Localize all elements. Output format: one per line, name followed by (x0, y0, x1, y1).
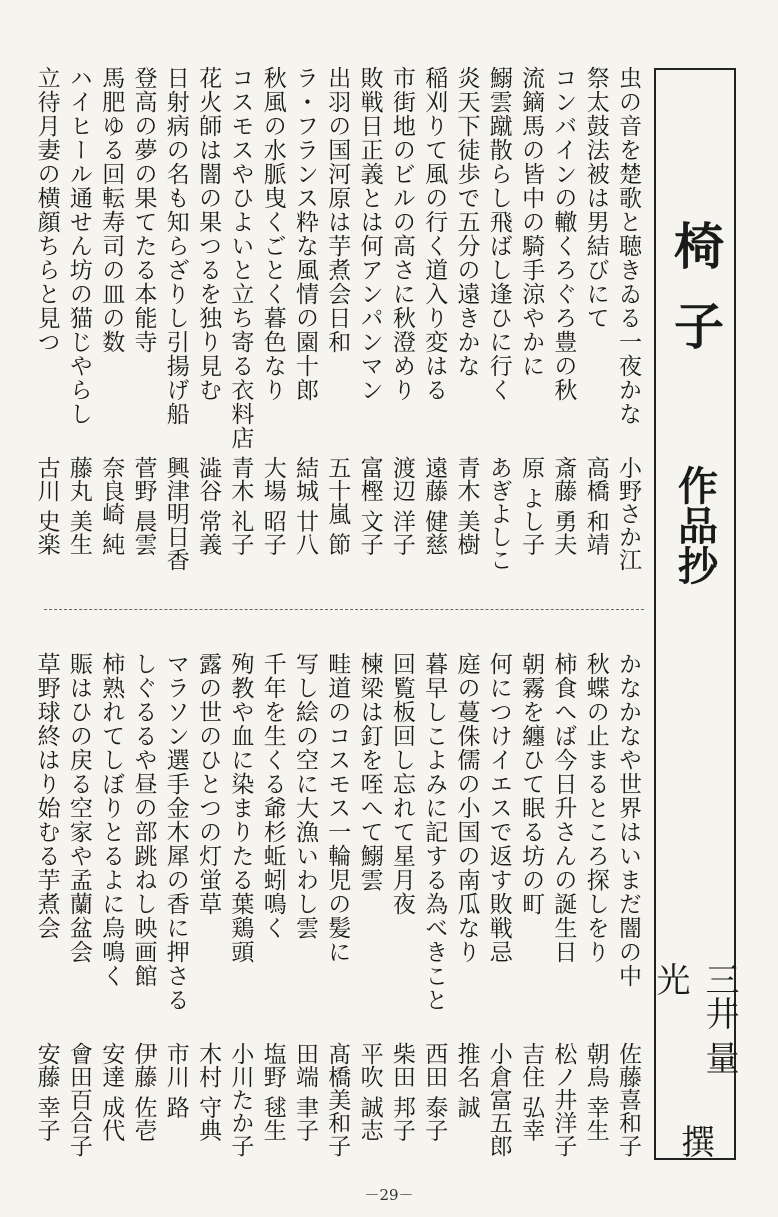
haiku-author: 平吹 誠志 (356, 1042, 383, 1142)
haiku-column (93, 66, 129, 586)
haiku-author: 田端 聿子 (292, 1042, 318, 1142)
haiku-section-bottom (33, 652, 646, 1172)
haiku-text: 日射病の名も知らざりし引揚げ船 (162, 66, 189, 426)
haiku-author: 小川たか子 (227, 1042, 254, 1157)
haiku-text: 草野球終はり始むる芋煮会 (33, 652, 60, 940)
haiku-author: 高橋 和靖 (582, 456, 609, 556)
haiku-author: 青木 礼子 (227, 456, 254, 556)
haiku-text: 稲刈りて風の行く道入り変はる (421, 66, 448, 402)
haiku-text: ラ・フランス粋な風情の園十郎 (292, 66, 318, 402)
haiku-column (319, 652, 355, 1172)
haiku-author: 朝鳥 幸生 (582, 1042, 609, 1142)
haiku-column (222, 66, 258, 586)
haiku-text: 秋風の水脈曳くごとく暮色なり (259, 66, 286, 402)
haiku-author: 渡辺 洋子 (388, 456, 415, 556)
haiku-column (545, 652, 581, 1172)
haiku-text: 畦道のコスモス一輪児の髪に (324, 652, 351, 964)
haiku-author: 松ノ井洋子 (550, 1042, 577, 1157)
haiku-column (158, 66, 194, 586)
haiku-column (287, 652, 323, 1172)
haiku-text: 立待月妻の横顔ちらと見つ (33, 66, 60, 354)
haiku-column (255, 652, 291, 1172)
haiku-text: 花火師は闇の果つるを独り見む (195, 66, 222, 402)
haiku-column (61, 652, 97, 1172)
haiku-author: 會田百合子 (65, 1042, 92, 1157)
haiku-text: 千年を生くる爺杉蚯蚓鳴く (259, 652, 286, 940)
title-panel (650, 68, 739, 1160)
haiku-author: 塩野 毬生 (259, 1042, 286, 1142)
haiku-author: 藤丸 美生 (65, 456, 92, 556)
haiku-author: 澁谷 常義 (195, 456, 222, 556)
haiku-column (449, 652, 485, 1172)
haiku-author: 柴田 邦子 (388, 1042, 415, 1142)
haiku-column (190, 66, 226, 586)
haiku-column (352, 652, 388, 1172)
haiku-author: 青木 美樹 (453, 456, 480, 556)
haiku-text: 登高の夢の果てたる本能寺 (130, 66, 157, 354)
haiku-author: 推名 誠 (453, 1042, 480, 1119)
haiku-text: 祭太鼓法被は男結びにて (582, 66, 609, 330)
haiku-text: 暮早しこよみに記する為べきこと (421, 652, 448, 1012)
haiku-text: しぐるるや昼の部跳ねし映画館 (130, 652, 157, 988)
haiku-column (481, 66, 517, 586)
haiku-author: 斎藤 勇夫 (550, 456, 577, 556)
haiku-text: 鰯雲蹴散らし飛ばし逢ひに行く (485, 66, 512, 402)
haiku-text: 流鏑馬の皆中の騎手涼やかに (518, 66, 545, 378)
haiku-column (222, 652, 258, 1172)
haiku-author: 安藤 幸子 (33, 1042, 60, 1142)
haiku-column (384, 652, 420, 1172)
haiku-text: マラソン選手金木犀の香に押さる (162, 652, 189, 1012)
haiku-author: 菅野 晨雲 (130, 456, 157, 556)
haiku-text: 出羽の国河原は芋煮会日和 (324, 66, 351, 354)
haiku-column (416, 66, 452, 586)
haiku-column (126, 66, 162, 586)
haiku-section-top (33, 66, 646, 586)
haiku-column (513, 652, 549, 1172)
haiku-author: 原 よし子 (518, 456, 545, 556)
haiku-column (255, 66, 291, 586)
haiku-author: 小野さか江 (615, 456, 641, 571)
haiku-text: 敗戦日正義とは何アンパンマン (356, 66, 383, 402)
haiku-author: 西田 泰子 (421, 1042, 448, 1142)
haiku-column (352, 66, 388, 586)
haiku-text: 炎天下徒歩で五分の遠きかな (453, 66, 480, 378)
haiku-column (93, 652, 129, 1172)
section-divider (44, 609, 644, 610)
haiku-column (126, 652, 162, 1172)
haiku-text: 秋蝶の止まるところ探しをり (582, 652, 609, 964)
haiku-author: 伊藤 佐壱 (130, 1042, 157, 1142)
haiku-author: 奈良崎 純 (98, 456, 125, 556)
haiku-text: 虫の音を楚歌と聴きゐる一夜かな (615, 66, 641, 426)
haiku-column (29, 66, 65, 586)
haiku-author: 古川 史楽 (33, 456, 60, 556)
page-title: 椅子 (666, 220, 724, 380)
compiler-role: 撰 (674, 1124, 715, 1158)
haiku-text: 何につけイエスで返す敗戦忌 (485, 652, 512, 964)
haiku-text: 朝霧を纏ひて眠る坊の町 (518, 652, 545, 916)
haiku-column (61, 66, 97, 586)
haiku-author: 髙橋美和子 (324, 1042, 351, 1157)
haiku-author: 富樫 文子 (356, 456, 383, 556)
haiku-author: 吉住 弘幸 (518, 1042, 545, 1142)
haiku-author: 小倉富五郎 (485, 1042, 512, 1157)
haiku-column (610, 652, 646, 1172)
haiku-text: 楝梁は釘を咥へて鰯雲 (356, 652, 383, 892)
haiku-text: コスモスやひよいと立ち寄る衣料店 (227, 66, 254, 450)
haiku-text: 回覧板回し忘れて星月夜 (388, 652, 415, 916)
haiku-column (610, 66, 646, 586)
haiku-text: 馬肥ゆる回転寿司の皿の数 (98, 66, 125, 354)
page-subtitle: 作品抄 (671, 465, 718, 585)
page-number: －29－ (364, 1186, 414, 1204)
haiku-column (384, 66, 420, 586)
haiku-text: 殉教や血に染まりたる葉鶏頭 (227, 652, 254, 964)
haiku-text: 写し絵の空に大漁いわし雲 (292, 652, 318, 940)
haiku-text: かなかなや世界はいまだ闇の中 (615, 652, 641, 988)
haiku-text: 柿食へば今日升さんの誕生日 (550, 652, 577, 964)
haiku-column (287, 66, 323, 586)
haiku-column (190, 652, 226, 1172)
haiku-author: あぎよしこ (485, 456, 512, 571)
haiku-text: 柿熟れてしぼりとるよに烏鳴く (98, 652, 125, 988)
haiku-column (449, 66, 485, 586)
haiku-author: 遠藤 健慈 (421, 456, 448, 556)
haiku-author: 市川 路 (162, 1042, 189, 1119)
haiku-author: 興津明日香 (162, 456, 189, 571)
haiku-author: 五十嵐 節 (324, 456, 351, 556)
haiku-text: 露の世のひとつの灯蛍草 (195, 652, 222, 916)
haiku-text: コンバインの轍くろぐろ豊の秋 (550, 66, 577, 402)
haiku-column (158, 652, 194, 1172)
haiku-text: 賑はひの戻る空家や孟蘭盆会 (65, 652, 92, 964)
haiku-column (319, 66, 355, 586)
haiku-column (578, 652, 614, 1172)
haiku-column (481, 652, 517, 1172)
haiku-column (545, 66, 581, 586)
haiku-author: 佐藤喜和子 (615, 1042, 641, 1157)
haiku-column (578, 66, 614, 586)
haiku-text: 庭の蔓侏儒の小国の南瓜なり (453, 652, 480, 964)
haiku-text: 市街地のビルの高さに秋澄めり (388, 66, 415, 402)
haiku-author: 大場 昭子 (259, 456, 286, 556)
haiku-author: 木村 守典 (195, 1042, 222, 1142)
compiler-name: 三井 量光 (650, 962, 739, 1075)
haiku-text: ハイヒール通せん坊の猫じやらし (65, 66, 92, 426)
haiku-author: 結城 廿八 (292, 456, 318, 556)
haiku-column (416, 652, 452, 1172)
haiku-column (29, 652, 65, 1172)
haiku-column (513, 66, 549, 586)
haiku-author: 安達 成代 (98, 1042, 125, 1142)
compiler-credit (650, 962, 739, 1158)
